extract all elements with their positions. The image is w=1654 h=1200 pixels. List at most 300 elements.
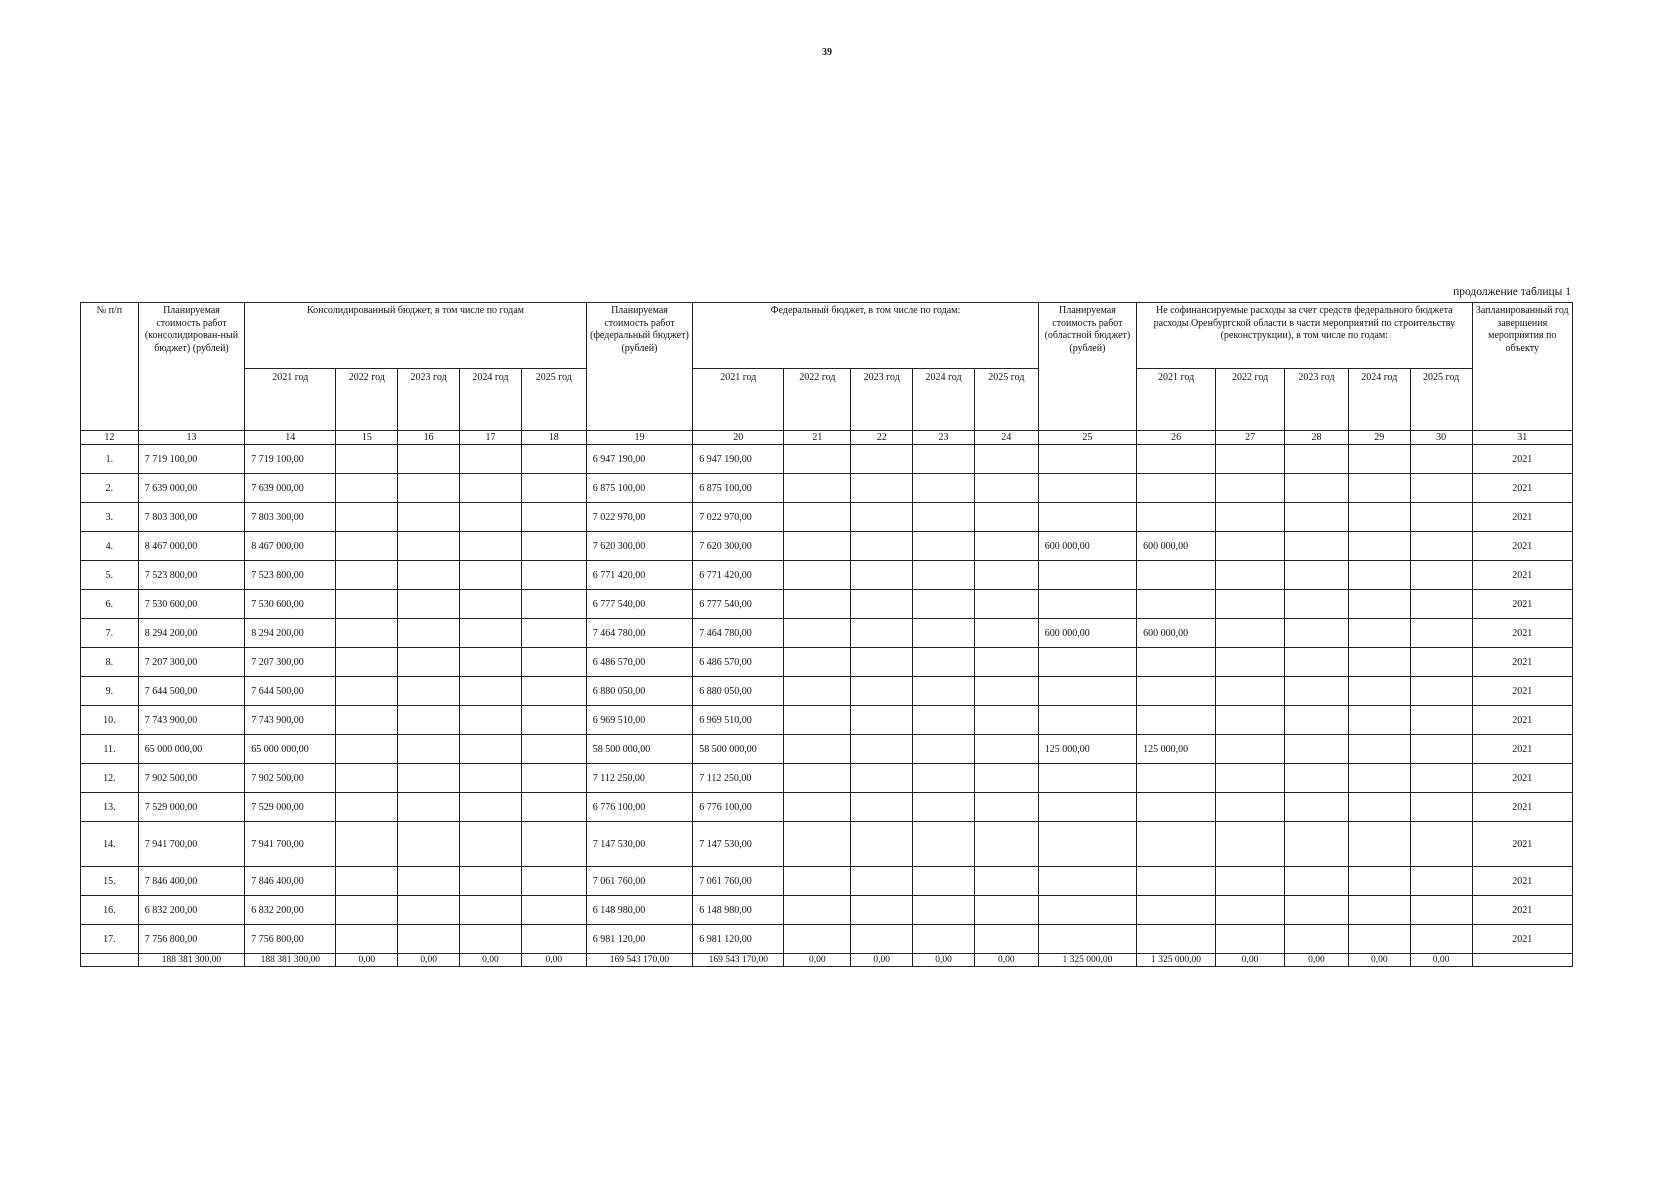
table-cell: [913, 503, 975, 532]
table-row: [81, 896, 1573, 925]
table-cell: [1216, 648, 1285, 677]
table-cell: [336, 474, 398, 503]
total-cell: [1472, 954, 1573, 967]
table-cell: [1038, 503, 1136, 532]
table-cell: [1216, 619, 1285, 648]
total-cell: 0,00: [784, 954, 851, 967]
table-cell: [974, 445, 1038, 474]
table-cell: 2021: [1472, 764, 1573, 793]
table-cell: [521, 677, 586, 706]
table-cell: [336, 735, 398, 764]
table-cell: [851, 867, 913, 896]
table-cell: [521, 822, 586, 867]
table-cell: [974, 532, 1038, 561]
table-cell: [1216, 793, 1285, 822]
table-cell: [1038, 648, 1136, 677]
table-cell: [1137, 793, 1216, 822]
table-cell: [398, 793, 460, 822]
table-cell: [1348, 793, 1410, 822]
table-cell: 11.: [81, 735, 139, 764]
table-cell: [1038, 793, 1136, 822]
total-cell: 0,00: [913, 954, 975, 967]
table-cell: [784, 445, 851, 474]
table-cell: [1216, 590, 1285, 619]
table-cell: [1038, 896, 1136, 925]
table-cell: [1410, 867, 1472, 896]
table-cell: 8 294 200,00: [138, 619, 244, 648]
table-cell: [1410, 677, 1472, 706]
table-cell: 16.: [81, 896, 139, 925]
table-cell: 7 530 600,00: [245, 590, 336, 619]
table-cell: [1410, 822, 1472, 867]
total-cell: [81, 954, 139, 967]
table-cell: [460, 735, 522, 764]
column-number: 26: [1137, 431, 1216, 445]
table-cell: 7 719 100,00: [138, 445, 244, 474]
column-number: 30: [1410, 431, 1472, 445]
column-number: 15: [336, 431, 398, 445]
table-cell: [1216, 532, 1285, 561]
table-cell: [460, 896, 522, 925]
table-cell: 7 644 500,00: [138, 677, 244, 706]
table-cell: [974, 677, 1038, 706]
table-cell: 6 776 100,00: [586, 793, 692, 822]
table-cell: [521, 925, 586, 954]
table-cell: [336, 503, 398, 532]
header-non-cofinanced: Не софинансируемые расходы за счет средств федерального бюджета расходы Оренбургской области в части мероприятий по строительству (реконструкции), в том числе по годам:: [1137, 303, 1472, 369]
table-cell: 6 486 570,00: [693, 648, 784, 677]
table-row: [81, 648, 1573, 677]
table-cell: [851, 561, 913, 590]
table-cell: [1410, 590, 1472, 619]
table-cell: [1137, 445, 1216, 474]
table-cell: [784, 822, 851, 867]
table-cell: 8 294 200,00: [245, 619, 336, 648]
year-header: 2022 год: [336, 369, 398, 431]
table-cell: [1137, 503, 1216, 532]
table-cell: [460, 503, 522, 532]
table-cell: 7 464 780,00: [693, 619, 784, 648]
table-row: [81, 764, 1573, 793]
table-cell: [1410, 793, 1472, 822]
table-cell: [336, 925, 398, 954]
table-cell: [784, 503, 851, 532]
table-cell: 5.: [81, 561, 139, 590]
table-cell: [851, 503, 913, 532]
table-cell: 10.: [81, 706, 139, 735]
table-cell: [460, 822, 522, 867]
table-cell: [1038, 677, 1136, 706]
table-cell: 7 644 500,00: [245, 677, 336, 706]
table-cell: [521, 474, 586, 503]
table-cell: [336, 677, 398, 706]
table-cell: [1038, 590, 1136, 619]
header-num: № п/п: [81, 303, 139, 431]
table-cell: 7 743 900,00: [138, 706, 244, 735]
table-cell: [1137, 561, 1216, 590]
year-header: 2023 год: [1285, 369, 1349, 431]
year-header: 2023 год: [851, 369, 913, 431]
table-cell: [851, 677, 913, 706]
table-cell: [784, 561, 851, 590]
table-cell: [1348, 822, 1410, 867]
column-number: 27: [1216, 431, 1285, 445]
totals-row: [81, 954, 1573, 967]
table-cell: 9.: [81, 677, 139, 706]
table-cell: [913, 735, 975, 764]
header-plan-federal: Планируемая стоимость работ (федеральный бюджет) (рублей): [586, 303, 692, 431]
table-cell: 7 530 600,00: [138, 590, 244, 619]
table-cell: 7 061 760,00: [586, 867, 692, 896]
table-cell: [1348, 764, 1410, 793]
table-cell: [913, 822, 975, 867]
table-cell: 7 147 530,00: [693, 822, 784, 867]
table-cell: [1285, 474, 1349, 503]
table-cell: [460, 619, 522, 648]
table-cell: [398, 822, 460, 867]
table-cell: [336, 706, 398, 735]
table-cell: [784, 925, 851, 954]
table-row: [81, 867, 1573, 896]
table-cell: [851, 532, 913, 561]
table-cell: [1410, 561, 1472, 590]
table-cell: 7 620 300,00: [586, 532, 692, 561]
table-cell: [521, 764, 586, 793]
table-cell: 2021: [1472, 532, 1573, 561]
column-number: 14: [245, 431, 336, 445]
table-cell: [913, 925, 975, 954]
table-cell: [521, 503, 586, 532]
table-cell: [1285, 503, 1349, 532]
total-cell: 0,00: [460, 954, 522, 967]
table-cell: [1285, 561, 1349, 590]
table-cell: 6 771 420,00: [586, 561, 692, 590]
table-cell: [913, 445, 975, 474]
year-header: 2024 год: [913, 369, 975, 431]
table-cell: [460, 648, 522, 677]
table-cell: [521, 619, 586, 648]
year-header: 2021 год: [245, 369, 336, 431]
table-cell: [1038, 445, 1136, 474]
table-cell: [521, 590, 586, 619]
table-cell: [913, 590, 975, 619]
table-cell: [521, 445, 586, 474]
table-cell: [1348, 925, 1410, 954]
table-cell: [398, 764, 460, 793]
table-cell: 14.: [81, 822, 139, 867]
total-cell: 188 381 300,00: [245, 954, 336, 967]
table-cell: 6 875 100,00: [586, 474, 692, 503]
table-cell: 2021: [1472, 793, 1573, 822]
table-cell: [336, 590, 398, 619]
table-cell: 6 832 200,00: [245, 896, 336, 925]
table-cell: [784, 474, 851, 503]
year-header: 2022 год: [1216, 369, 1285, 431]
table-cell: 2021: [1472, 706, 1573, 735]
table-cell: [851, 445, 913, 474]
table-cell: [851, 764, 913, 793]
table-cell: [1410, 764, 1472, 793]
table-cell: [784, 867, 851, 896]
table-cell: [1137, 677, 1216, 706]
continuation-label: продолжение таблицы 1: [1453, 286, 1571, 298]
table-cell: [784, 735, 851, 764]
table-cell: [1348, 445, 1410, 474]
table-cell: 7 756 800,00: [245, 925, 336, 954]
table-cell: [974, 793, 1038, 822]
table-cell: [460, 677, 522, 706]
table-cell: 600 000,00: [1038, 619, 1136, 648]
table-cell: [521, 896, 586, 925]
table-cell: 65 000 000,00: [138, 735, 244, 764]
total-cell: 169 543 170,00: [693, 954, 784, 967]
table-cell: 2021: [1472, 445, 1573, 474]
table-cell: [398, 503, 460, 532]
table-cell: [1410, 445, 1472, 474]
column-number: 22: [851, 431, 913, 445]
table-cell: [974, 896, 1038, 925]
table-cell: 17.: [81, 925, 139, 954]
table-cell: 58 500 000,00: [693, 735, 784, 764]
table-cell: [1137, 590, 1216, 619]
table-cell: [1216, 896, 1285, 925]
table-cell: [974, 735, 1038, 764]
table-cell: [851, 896, 913, 925]
table-cell: [851, 590, 913, 619]
table-cell: 2021: [1472, 561, 1573, 590]
table-cell: [974, 925, 1038, 954]
total-cell: 0,00: [1348, 954, 1410, 967]
column-number: 23: [913, 431, 975, 445]
table-cell: [521, 648, 586, 677]
total-cell: 1 325 000,00: [1137, 954, 1216, 967]
table-cell: 6 969 510,00: [693, 706, 784, 735]
table-cell: 13.: [81, 793, 139, 822]
table-cell: [398, 590, 460, 619]
table-cell: [1216, 735, 1285, 764]
total-cell: 0,00: [1285, 954, 1349, 967]
table-cell: [460, 445, 522, 474]
column-number: 17: [460, 431, 522, 445]
table-cell: 7 523 800,00: [245, 561, 336, 590]
table-cell: [1285, 793, 1349, 822]
table-cell: [974, 474, 1038, 503]
table-cell: [398, 867, 460, 896]
table-cell: 6 148 980,00: [693, 896, 784, 925]
table-cell: [1348, 590, 1410, 619]
table-cell: [336, 793, 398, 822]
table-cell: 7 464 780,00: [586, 619, 692, 648]
table-cell: [1285, 590, 1349, 619]
table-cell: [1285, 648, 1349, 677]
table-cell: [398, 474, 460, 503]
table-cell: [398, 619, 460, 648]
table-cell: 2021: [1472, 735, 1573, 764]
total-cell: 1 325 000,00: [1038, 954, 1136, 967]
table-cell: [1137, 925, 1216, 954]
table-cell: 125 000,00: [1038, 735, 1136, 764]
column-number: 21: [784, 431, 851, 445]
year-header: 2025 год: [974, 369, 1038, 431]
table-cell: [1216, 474, 1285, 503]
table-cell: [784, 532, 851, 561]
table-cell: [851, 735, 913, 764]
table-cell: 2021: [1472, 474, 1573, 503]
table-row: [81, 503, 1573, 532]
table-cell: 7 022 970,00: [586, 503, 692, 532]
table-cell: 1.: [81, 445, 139, 474]
table-row: [81, 706, 1573, 735]
table-cell: [1348, 677, 1410, 706]
table-cell: [974, 590, 1038, 619]
table-cell: 7 803 300,00: [138, 503, 244, 532]
table-cell: [974, 867, 1038, 896]
table-cell: 6 148 980,00: [586, 896, 692, 925]
table-cell: [851, 822, 913, 867]
header-federal-by-years: Федеральный бюджет, в том числе по годам:: [693, 303, 1039, 369]
table-cell: [1348, 474, 1410, 503]
table-row: [81, 925, 1573, 954]
table-cell: 6.: [81, 590, 139, 619]
table-cell: [336, 445, 398, 474]
table-cell: [913, 706, 975, 735]
table-cell: [913, 532, 975, 561]
table-cell: [1348, 648, 1410, 677]
table-cell: 7 756 800,00: [138, 925, 244, 954]
table-cell: 6 947 190,00: [693, 445, 784, 474]
table-cell: [1410, 532, 1472, 561]
table-cell: 6 981 120,00: [586, 925, 692, 954]
table-cell: 6 776 100,00: [693, 793, 784, 822]
table-cell: 8 467 000,00: [245, 532, 336, 561]
column-number: 31: [1472, 431, 1573, 445]
table-cell: [1137, 474, 1216, 503]
table-cell: [851, 648, 913, 677]
table-cell: [784, 793, 851, 822]
table-cell: 7 743 900,00: [245, 706, 336, 735]
table-cell: 7 112 250,00: [586, 764, 692, 793]
table-cell: [913, 793, 975, 822]
table-row: [81, 532, 1573, 561]
table-cell: [1216, 764, 1285, 793]
table-cell: [1348, 532, 1410, 561]
table-cell: [1137, 867, 1216, 896]
table-cell: [336, 867, 398, 896]
table-cell: 6 875 100,00: [693, 474, 784, 503]
table-row: [81, 445, 1573, 474]
table-cell: 7 941 700,00: [138, 822, 244, 867]
column-number: 16: [398, 431, 460, 445]
table-cell: [1348, 503, 1410, 532]
table-cell: [784, 896, 851, 925]
table-cell: [1038, 706, 1136, 735]
table-cell: [1216, 706, 1285, 735]
table-cell: 6 777 540,00: [586, 590, 692, 619]
table-cell: [913, 764, 975, 793]
header-consolidated-by-years: Консолидированный бюджет, в том числе по годам: [245, 303, 587, 369]
table-cell: 3.: [81, 503, 139, 532]
table-cell: 7 846 400,00: [245, 867, 336, 896]
table-cell: [521, 532, 586, 561]
table-cell: 125 000,00: [1137, 735, 1216, 764]
table-cell: 2021: [1472, 648, 1573, 677]
table-cell: 7 207 300,00: [245, 648, 336, 677]
table-cell: [1038, 867, 1136, 896]
table-cell: [974, 619, 1038, 648]
table-cell: 7 639 000,00: [245, 474, 336, 503]
table-cell: [784, 590, 851, 619]
table-cell: 2021: [1472, 896, 1573, 925]
table-cell: [1285, 867, 1349, 896]
table-cell: [1285, 445, 1349, 474]
table-cell: [1216, 445, 1285, 474]
table-row: [81, 677, 1573, 706]
column-number: 24: [974, 431, 1038, 445]
table-cell: 7 529 000,00: [245, 793, 336, 822]
table-cell: 2021: [1472, 867, 1573, 896]
table-cell: [974, 561, 1038, 590]
table-cell: 6 947 190,00: [586, 445, 692, 474]
total-cell: 0,00: [851, 954, 913, 967]
table-cell: 6 880 050,00: [586, 677, 692, 706]
table-cell: 600 000,00: [1137, 619, 1216, 648]
table-cell: [913, 648, 975, 677]
table-cell: [1410, 735, 1472, 764]
year-header: 2025 год: [521, 369, 586, 431]
table-cell: [1038, 474, 1136, 503]
table-cell: [1410, 619, 1472, 648]
table-cell: 4.: [81, 532, 139, 561]
table-cell: [460, 925, 522, 954]
table-cell: 65 000 000,00: [245, 735, 336, 764]
page-number: 39: [822, 47, 832, 58]
table-cell: [1348, 896, 1410, 925]
table-cell: [1410, 706, 1472, 735]
table-cell: 58 500 000,00: [586, 735, 692, 764]
table-cell: [336, 532, 398, 561]
budget-table: [80, 302, 1573, 967]
table-cell: [913, 561, 975, 590]
table-cell: [1285, 677, 1349, 706]
total-cell: 0,00: [336, 954, 398, 967]
table-cell: [784, 677, 851, 706]
table-cell: [1410, 896, 1472, 925]
table-cell: [1216, 561, 1285, 590]
column-number: 29: [1348, 431, 1410, 445]
table-cell: [784, 648, 851, 677]
table-cell: 7 207 300,00: [138, 648, 244, 677]
table-cell: [1216, 822, 1285, 867]
table-cell: [336, 896, 398, 925]
table-cell: 6 832 200,00: [138, 896, 244, 925]
total-cell: 0,00: [521, 954, 586, 967]
total-cell: 0,00: [1216, 954, 1285, 967]
table-cell: 7 902 500,00: [138, 764, 244, 793]
table-cell: [974, 503, 1038, 532]
table-cell: [398, 445, 460, 474]
table-cell: [398, 561, 460, 590]
table-cell: [1285, 925, 1349, 954]
table-cell: 600 000,00: [1137, 532, 1216, 561]
table-row: [81, 474, 1573, 503]
table-cell: 6 969 510,00: [586, 706, 692, 735]
table-row: [81, 735, 1573, 764]
table-cell: [974, 822, 1038, 867]
header-plan-consolidated: Планируемая стоимость работ (консолидирован-ный бюджет) (рублей): [138, 303, 244, 431]
table-cell: 6 981 120,00: [693, 925, 784, 954]
table-cell: [460, 706, 522, 735]
table-cell: 7 902 500,00: [245, 764, 336, 793]
